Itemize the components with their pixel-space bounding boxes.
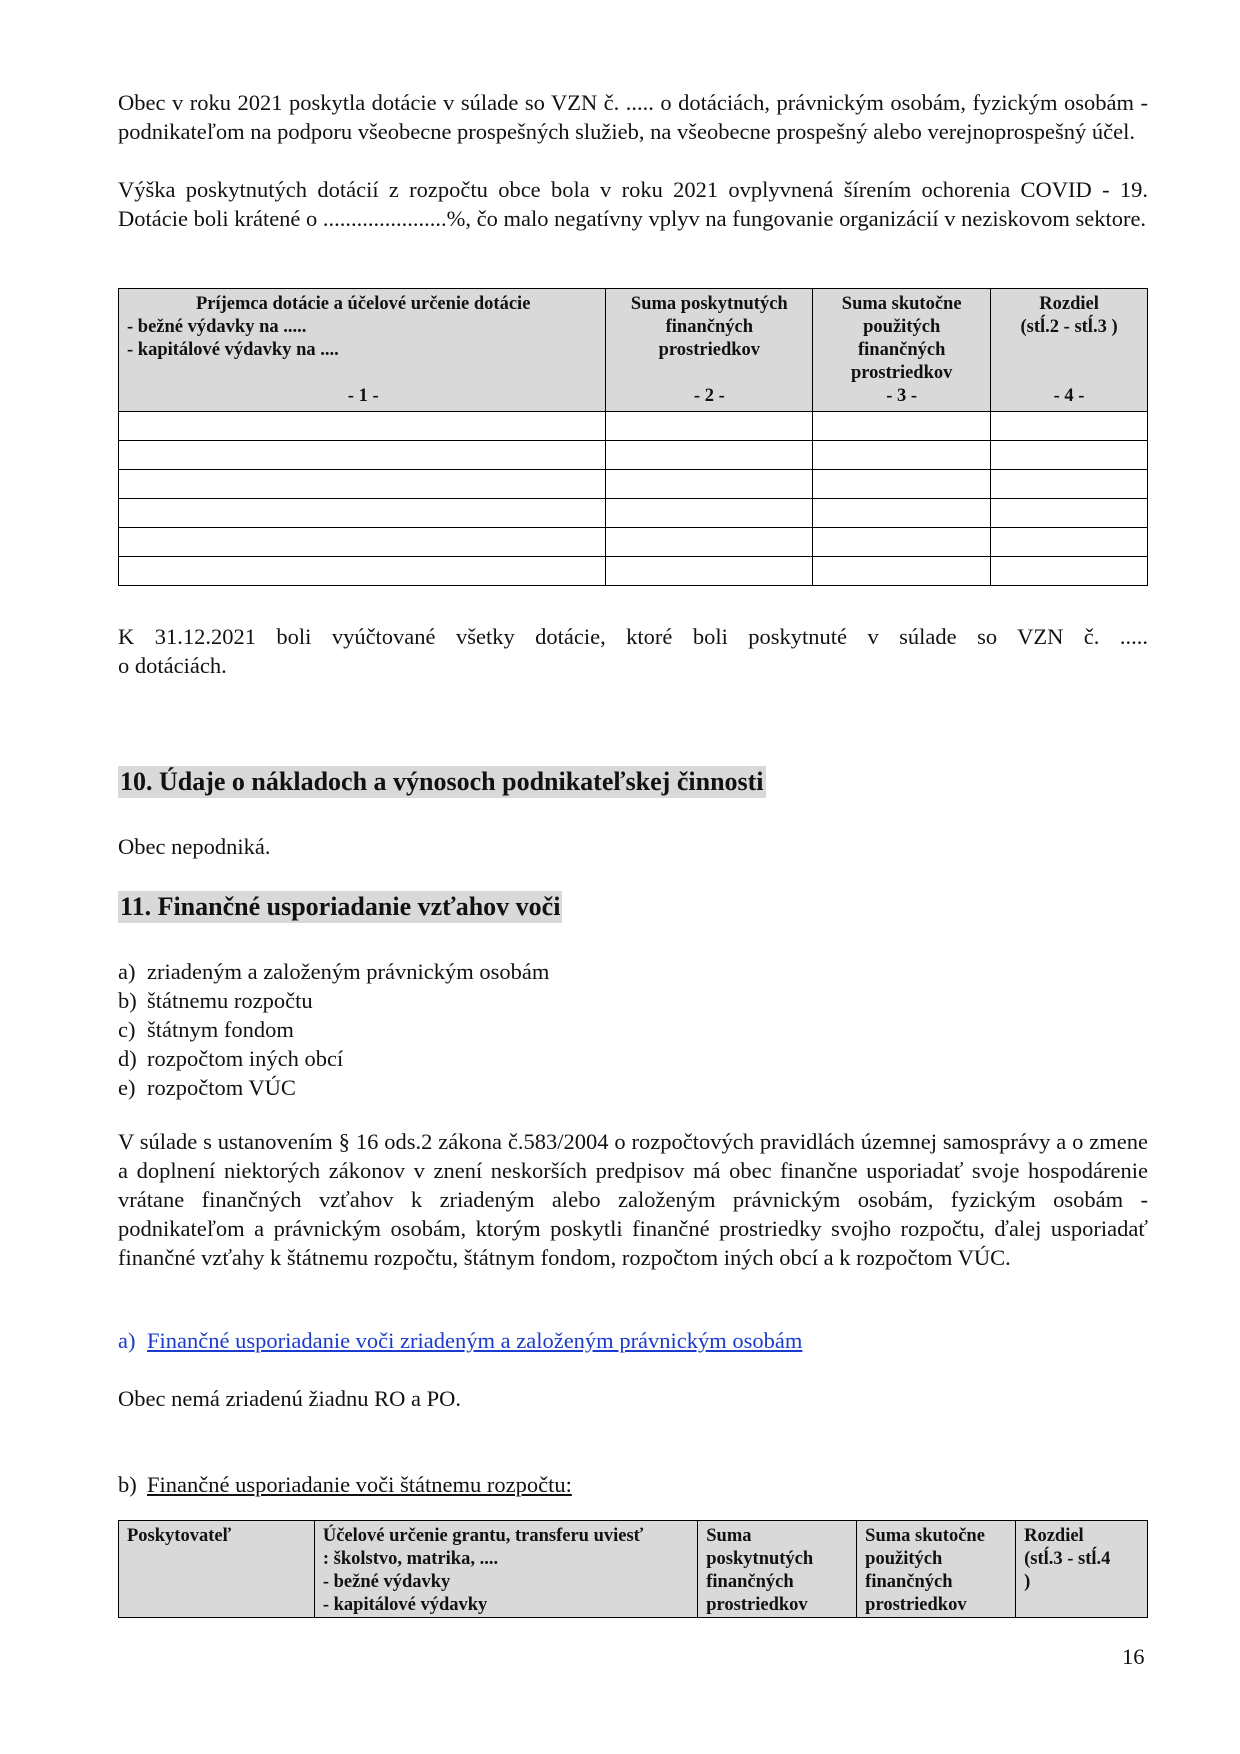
legal-paragraph: V súlade s ustanovením § 16 ods.2 zákona č.583/2004 o rozpočtových pravidlách územnej samosprávy a o zmene a doplnení niektorých zákonov v znení neskorších predpisov má obec finančne usporiadať svoje hospodárenie vrátane finančných vzťahov k zriadeným alebo založeným právnickým osobám, fyzickým osobám - podnikateľom a právnickým osobám, ktorým poskytli finančné prostriedky svojho rozpočtu, ďalej usporiadať finančné vzťahy k štátnemu rozpočtu, štátnym fondom, rozpočtom iných obcí a k rozpočtom VÚC.: [118, 1129, 1148, 1270]
subsection-b-title: Finančné usporiadanie voči štátnemu rozpočtu:: [147, 1472, 572, 1497]
table-row: [119, 528, 1148, 557]
header-used-amount: Suma skutočne použitých finančných prostriedkov - 3 -: [813, 289, 991, 412]
table-row: [119, 441, 1148, 470]
subsection-a: a) Finančné usporiadanie voči zriadeným a založeným právnickým osobám: [118, 1328, 803, 1353]
header-purpose: Účelové určenie grantu, transferu uviesť : školstvo, matrika, .... - bežné výdavky - kapitálové výdavky: [314, 1521, 697, 1618]
intro-paragraph-2: Výška poskytnutých dotácií z rozpočtu obce bola v roku 2021 ovplyvnená šírením ochorenia COVID - 19. Dotácie boli krátené o ......................%, čo malo negatívny vplyv na fungovanie organizácií v neziskovom sektore.: [118, 177, 1148, 231]
relations-list: [118, 957, 818, 1102]
header-provider: Poskytovateľ: [119, 1521, 315, 1618]
header-provided-amount: Suma poskytnutých finančných prostriedkov - 2 -: [606, 289, 813, 412]
list-item: b) štátnemu rozpočtu: [118, 988, 313, 1013]
table-row: [119, 470, 1148, 499]
intro-paragraph-1: Obec v roku 2021 poskytla dotácie v súlade so VZN č. ..... o dotáciách, právnickým osobám, fyzickým osobám - podnikateľom na podporu všeobecne prospešných služieb, na všeobecne prospešný alebo verejnoprospešný účel.: [118, 90, 1148, 144]
grants-table: [118, 288, 1148, 586]
header-difference-2: Rozdiel (stĺ.3 - stĺ.4 ): [1016, 1521, 1148, 1618]
list-item: a) zriadeným a založeným právnickým osobám: [118, 959, 550, 984]
list-item: c) štátnym fondom: [118, 1017, 294, 1042]
header-recipient: Príjemca dotácie a účelové určenie dotácie - bežné výdavky na ..... - kapitálové výdavky na .... - 1 -: [119, 289, 606, 412]
table-row: [119, 412, 1148, 441]
subsection-b: b) Finančné usporiadanie voči štátnemu rozpočtu:: [118, 1472, 572, 1497]
state-budget-table-header: [119, 1521, 1148, 1618]
section-10-heading: 10. Údaje o nákladoch a výnosoch podnikateľskej činnosti: [120, 767, 764, 796]
page-number: 16: [1122, 1644, 1145, 1669]
list-item: e) rozpočtom VÚC: [118, 1075, 296, 1100]
list-item: d) rozpočtom iných obcí: [118, 1046, 344, 1071]
settlement-paragraph: K 31.12.2021 boli vyúčtované všetky dotácie, ktoré boli poskytnuté v súlade so VZN č. .....: [118, 624, 1148, 649]
subsection-a-link[interactable]: Finančné usporiadanie voči zriadeným a založeným právnickým osobám: [147, 1328, 803, 1353]
subsection-a-text: Obec nemá zriadenú žiadnu RO a PO.: [118, 1386, 462, 1411]
table-row: [119, 499, 1148, 528]
section-10-text: Obec nepodniká.: [118, 834, 271, 859]
header-difference: Rozdiel (stĺ.2 - stĺ.3 ) - 4 -: [991, 289, 1148, 412]
settlement-paragraph-end: o dotáciách.: [118, 653, 227, 678]
grants-table-header: [119, 289, 1148, 412]
header-provided-funds: Suma poskytnutých finančných prostriedkov: [698, 1521, 857, 1618]
header-used-funds: Suma skutočne použitých finančných prostriedkov: [857, 1521, 1016, 1618]
state-budget-table: [118, 1520, 1148, 1618]
table-row: [119, 557, 1148, 586]
section-11-heading: 11. Finančné usporiadanie vzťahov voči: [120, 892, 561, 921]
